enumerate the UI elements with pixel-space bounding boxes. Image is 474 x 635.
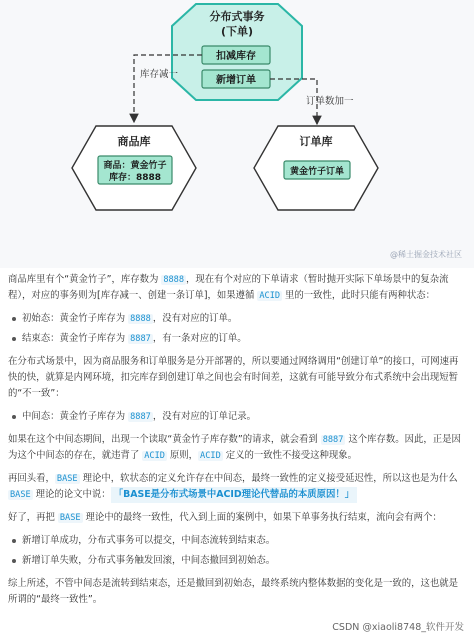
inline-code: 8887 (130, 412, 151, 422)
list-item (8, 409, 466, 425)
right-arrow-label: 订单数加一 (306, 96, 354, 107)
distributed-transaction-diagram (0, 0, 474, 268)
text: 中间态：黄金竹子库存为 (22, 411, 129, 422)
text: 理论中，软状态的定义允许存在中间态，最终一致性的定义接受延迟性，所以这也是为什么 (79, 473, 458, 484)
text: 原则， (166, 450, 199, 461)
inline-code: BASE (59, 513, 81, 523)
new-order-label: 新增订单 (216, 75, 256, 86)
inline-code: BASE (10, 490, 31, 500)
product-record-line1: 商品：黄金竹子 (103, 161, 167, 171)
inline-code: 8888 (163, 275, 185, 285)
state-list-1 (8, 311, 466, 347)
text: 这个库存数。因此，正是因为这个中间态的存在，就违背了 (8, 434, 461, 461)
inline-code: ACID (200, 451, 221, 461)
text: ，没有对应的订单记录。 (152, 411, 256, 422)
list-item: 新增订单成功，分布式事务可以提交，中间态流转到结束态。 (8, 533, 466, 549)
text: 理论中的最终一致性，代入到上面的案例中，如果下单事务执行结束，流向会有两个： (82, 512, 442, 523)
product-db-title: 商品库 (117, 135, 151, 148)
text: 初始态：黄金竹子库存为 (22, 313, 129, 324)
list-item (8, 311, 466, 327)
list-item (8, 331, 466, 347)
paragraph-distributed: 在分布式场景中，因为商品服务和订单服务是分开部署的，所以要通过网络调用“创建订单”的接口，可网速再快的快，就算是内网环境，扣完库存到创建订单之间也会有时间差，这就有可能导致分布式系统中会出现短暂的“不一致”： (8, 356, 459, 399)
transaction-title-line1: 分布式事务 (209, 10, 265, 23)
text: 结束态：黄金竹子库存为 (22, 333, 129, 344)
csdn-watermark: CSDN @xiaoli8748_软件开发 (330, 619, 466, 633)
inline-code: ACID (259, 291, 281, 301)
paragraph-intro (8, 272, 466, 304)
text: ，现在有个对应的下单请求（暂时抛开实际下单场景中的复杂流程），对应的事务则为[库存减一、创建一条订单]，如果遵循 (8, 274, 449, 301)
text: 里的一致性，此时只能有两种状态： (282, 290, 436, 301)
text: 如果在这个中间态期间，出现一个读取“黄金竹子库存数”的请求，就会看到 (8, 434, 321, 445)
inline-code: 8888 (130, 314, 151, 324)
text: ，没有对应的订单。 (152, 313, 238, 324)
order-record-label: 黄金竹子订单 (289, 167, 345, 177)
diagram-watermark: @稀土掘金技术社区 (390, 250, 462, 259)
order-db-title: 订单库 (299, 135, 333, 148)
inline-code: BASE (56, 474, 78, 484)
paragraph-base-theory (8, 471, 466, 503)
diagram-canvas (0, 0, 474, 268)
transaction-title-line2: (下单) (220, 25, 254, 38)
deduct-stock-label: 扣减库存 (216, 51, 256, 62)
inline-code: 8887 (130, 334, 151, 344)
text: 定义的一致性不接受这种现象。 (222, 450, 357, 461)
state-list-2 (8, 409, 466, 425)
left-arrow-label: 库存减一 (140, 69, 179, 80)
text: 好了，再把 (8, 512, 58, 523)
highlight-quote: 「BASE是分布式场景中ACID理论代替品的本质原因！」 (111, 487, 357, 503)
product-record-line2: 库存：8888 (108, 173, 162, 183)
list-item: 新增订单失败，分布式事务触发回滚，中间态撤回到初始态。 (8, 553, 466, 569)
paragraph-middle-state (8, 432, 466, 464)
paragraph-eventual (8, 510, 466, 526)
inline-code: 8887 (322, 435, 344, 445)
text: 理论的论文中说： (32, 489, 111, 500)
outcome-list (8, 533, 466, 569)
text: 再回头看， (8, 473, 55, 484)
text: 商品库里有个“黄金竹子”，库存数为 (8, 274, 162, 285)
article-body (8, 272, 466, 615)
inline-code: ACID (144, 451, 165, 461)
paragraph-summary: 综上所述，不管中间态是流转到结束态，还是撤回到初始态，最终系统内整体数据的变化是一致的，这也就是所谓的“最终一致性”。 (8, 578, 459, 605)
text: ，有一条对应的订单。 (152, 333, 247, 344)
